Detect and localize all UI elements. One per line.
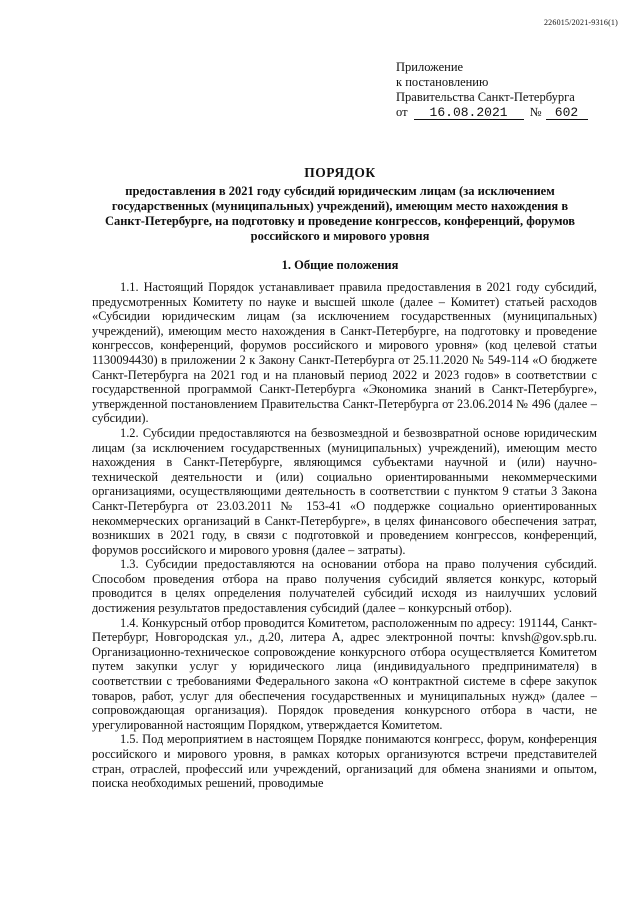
appendix-line-3: Правительства Санкт-Петербурга	[396, 90, 575, 104]
paragraph-1-5: 1.5. Под мероприятием в настоящем Порядке понимаются конгресс, форум, конференция российского и мирового уровня, в рамках которых организуются встречи представителей стран, отраслей, профессий или учреждений, организаций для обмена знаниями и опытом, поиска необходимых решений, проводимые	[92, 732, 597, 791]
from-label: от	[396, 105, 408, 119]
document-subtitle: предоставления в 2021 году субсидий юридическим лицам (за исключением государственных (муниципальных) учреждений), имеющим место нахождения в Санкт-Петербурге, на подготовку и проведение конгрессов, конференций, форумов российского и мирового уровня	[104, 184, 576, 243]
appendix-block	[396, 60, 596, 120]
title-block	[92, 165, 588, 244]
paragraph-1-3: 1.3. Субсидии предоставляются на основании отбора на право получения субсидий. Способом проведения отбора на право получения субсидий является конкурс, который проводится в целях определения получателей субсидий исходя из наилучших условий достижения результатов предоставления субсидий (далее – конкурсный отбор).	[92, 557, 597, 616]
number-label: №	[529, 105, 542, 119]
body-text	[92, 280, 597, 791]
appendix-line-1: Приложение	[396, 60, 464, 74]
paragraph-1-2: 1.2. Субсидии предоставляются на безвозмездной и безвозвратной основе юридическим лицам (за исключением государственных (муниципальных) учреждений), имеющим место нахождения в Санкт-Петербурге, являющимся субъектами научной и (или) научно-технической деятельности и (или) социально ориентированными некоммерческими организациями, осуществляющими деятельность в соответствии с пунктом 9 статьи 3 Закона Санкт-Петербурга от 23.03.2011 № 153-41 «О поддержке социально ориентированных некоммерческих организаций в Санкт-Петербурге», в целях финансового обеспечения затрат, возникших в 2021 году, в связи с подготовкой и проведением конгрессов, конференций, форумов российского и мирового уровня (далее – затраты).	[92, 425, 597, 557]
document-title: ПОРЯДОК	[304, 165, 376, 180]
paragraph-1-1: 1.1. Настоящий Порядок устанавливает правила предоставления в 2021 году субсидий, предусмотренных Комитету по науке и высшей школе (далее – Комитет) статьей расходов «Субсидии юридическим лицам (за исключением государственных (муниципальных) учреждений), имеющим место нахождения в Санкт-Петербурге, на подготовку и проведение конгрессов, конференций, форумов российского и мирового уровня» (код целевой статьи 1130094430) в приложении 2 к Закону Санкт-Петербурга от 25.11.2020 № 549-114 «О бюджете Санкт-Петербурга на 2021 год и на плановый период 2022 и 2023 годов» в соответствии с государственной программой Санкт-Петербурга «Экономика знаний в Санкт-Петербурге», утвержденной постановлением Правительства Санкт-Петербурга от 23.06.2014 № 496 (далее – субсидии).	[92, 280, 597, 426]
section-heading: 1. Общие положения	[281, 258, 399, 272]
paragraph-1-4: 1.4. Конкурсный отбор проводится Комитетом, расположенным по адресу: 191144, Санкт-Петербург, Новгородская ул., д.20, литера А, адрес электронной почты: knvsh@gov.spb.ru. Организационно-техническое сопровождение конкурсного отбора осуществляется Комитетом путем закупки услуг у юридического лица (индивидуального предпринимателя) в соответствии с требованиями Федерального закона «О контрактной системе в сфере закупок товаров, работ, услуг для обеспечения государственных и муниципальных нужд» (далее – сопровождающая организация). Порядок проведения конкурсного отбора в части, не урегулированной настоящим Порядком, утверждается Комитетом.	[92, 615, 597, 732]
document-code: 226015/2021-9316(1)	[543, 18, 618, 27]
resolution-date: 16.08.2021	[414, 106, 524, 120]
appendix-line-2: к постановлению	[396, 75, 489, 89]
resolution-number: 602	[546, 106, 588, 120]
appendix-date-line	[396, 105, 596, 120]
